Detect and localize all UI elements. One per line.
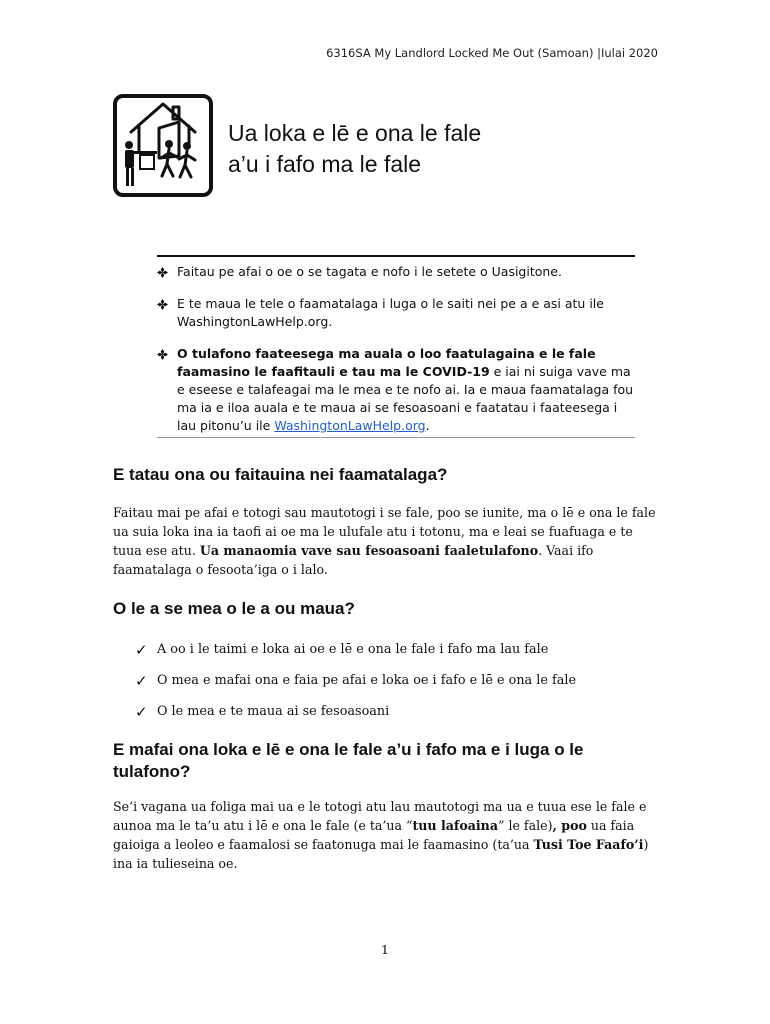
- callout-rest-text: e iai ni suiga vave ma e eseese e talafeagai ma le mea e te nofo ai. Ia e maua faamatalaga fou ma ia e iloa auala e te maua ai se fesoasoani e faatatau i faateesega i lau pitonu’u ile: [177, 364, 634, 433]
- section-1-end-text: . Vaai ifo faamatalaga o fesoota’iga o i lalo.: [113, 543, 594, 577]
- section-1-text: Faitau mai pe afai e totogi sau mautotogi i se fale, poo se iunite, ma o lē e ona le fale ua suia loka ina ia taofi ai oe ma le ulufale atu i totonu, ma e leai se fuafuaga e te tuua ese atu.: [113, 505, 656, 558]
- checklist-item: [135, 634, 576, 665]
- diamond-bullet-icon: [157, 263, 177, 281]
- diamond-bullet-icon: [157, 345, 177, 435]
- locked-out-house-icon: [113, 94, 213, 197]
- checkmark-icon: ✓: [135, 640, 148, 659]
- callout-end-text: .: [425, 418, 430, 433]
- section-1-bold-text: Ua manaomia vave sau fesoasoani faaletulafono: [199, 543, 539, 558]
- info-callout-box: [157, 255, 635, 438]
- callout-bold-text: O tulafono faateesega ma auala o loo faatulagaina e le fale faamasino le faafitauli e tau ma le COVID-19: [177, 346, 596, 379]
- section-3-text-1: Se’i vagana ua foliga mai ua e le totogi atu lau mautotogi ma ua e tuua ese le fale e aunoa ma le ta’u atu i lē e ona le fale (e ta’ua “: [113, 799, 647, 833]
- checklist-item-text: A oo i le taimi e loka ai oe e lē e ona le fale i fafo ma lau fale: [157, 642, 549, 657]
- checklist: [135, 634, 576, 727]
- diamond-bullet-icon: [157, 295, 177, 331]
- section-2-heading: O le a se mea o le a ou maua?: [113, 599, 355, 618]
- callout-item-text: E te maua le tele o faamatalaga i luga o le saiti nei pe a e asi atu ile WashingtonLawHelp.org.: [177, 296, 604, 329]
- checkmark-icon: ✓: [135, 671, 148, 690]
- section-1-heading: E tatau ona ou faitauina nei faamatalaga?: [113, 465, 448, 484]
- page-title: [228, 118, 481, 180]
- checklist-item-text: O le mea e te maua ai se fesoasoani: [157, 704, 390, 719]
- callout-item: [157, 295, 635, 331]
- callout-item-text: [177, 345, 635, 435]
- checklist-item-text: O mea e mafai ona e faia pe afai e loka oe i fafo e lē e ona le fale: [157, 673, 577, 688]
- section-3-heading-line-2: tulafono?: [113, 762, 191, 781]
- section-3-text-3: ua faia gaioiga a leoleo e faamalosi se faatonuga mai le faamasino (ta’ua: [113, 818, 635, 852]
- callout-item: [157, 263, 635, 281]
- section-3-text-2: ” le fale): [498, 818, 553, 833]
- section-3-bold-3: Tusi Toe Faafo’i: [533, 837, 644, 852]
- section-3-bold-1: tuu lafoaina: [412, 818, 498, 833]
- section-3-heading: [113, 739, 584, 783]
- checkmark-icon: ✓: [135, 702, 148, 721]
- section-1-paragraph: [113, 503, 663, 579]
- section-3-text-4: ) ina ia tulieseina oe.: [113, 837, 649, 871]
- page-number: 1: [381, 942, 389, 957]
- checklist-item: [135, 696, 576, 727]
- checklist-item: [135, 665, 576, 696]
- page-header: 6316SA My Landlord Locked Me Out (Samoan) |Iulai 2020: [326, 46, 658, 60]
- callout-item: [157, 345, 635, 435]
- section-3-bold-2: , poo: [552, 818, 587, 833]
- title-line-1: Ua loka e lē e ona le fale: [228, 120, 482, 146]
- callout-item-text: Faitau pe afai o oe o se tagata e nofo i le setete o Uasigitone.: [177, 264, 562, 279]
- section-3-paragraph: [113, 797, 663, 873]
- section-3-heading-line-1: E mafai ona loka e lē e ona le fale a’u i fafo ma e i luga o le: [113, 740, 584, 759]
- title-line-2: a’u i fafo ma le fale: [228, 151, 422, 177]
- washington-law-help-link[interactable]: WashingtonLawHelp.org: [274, 418, 426, 433]
